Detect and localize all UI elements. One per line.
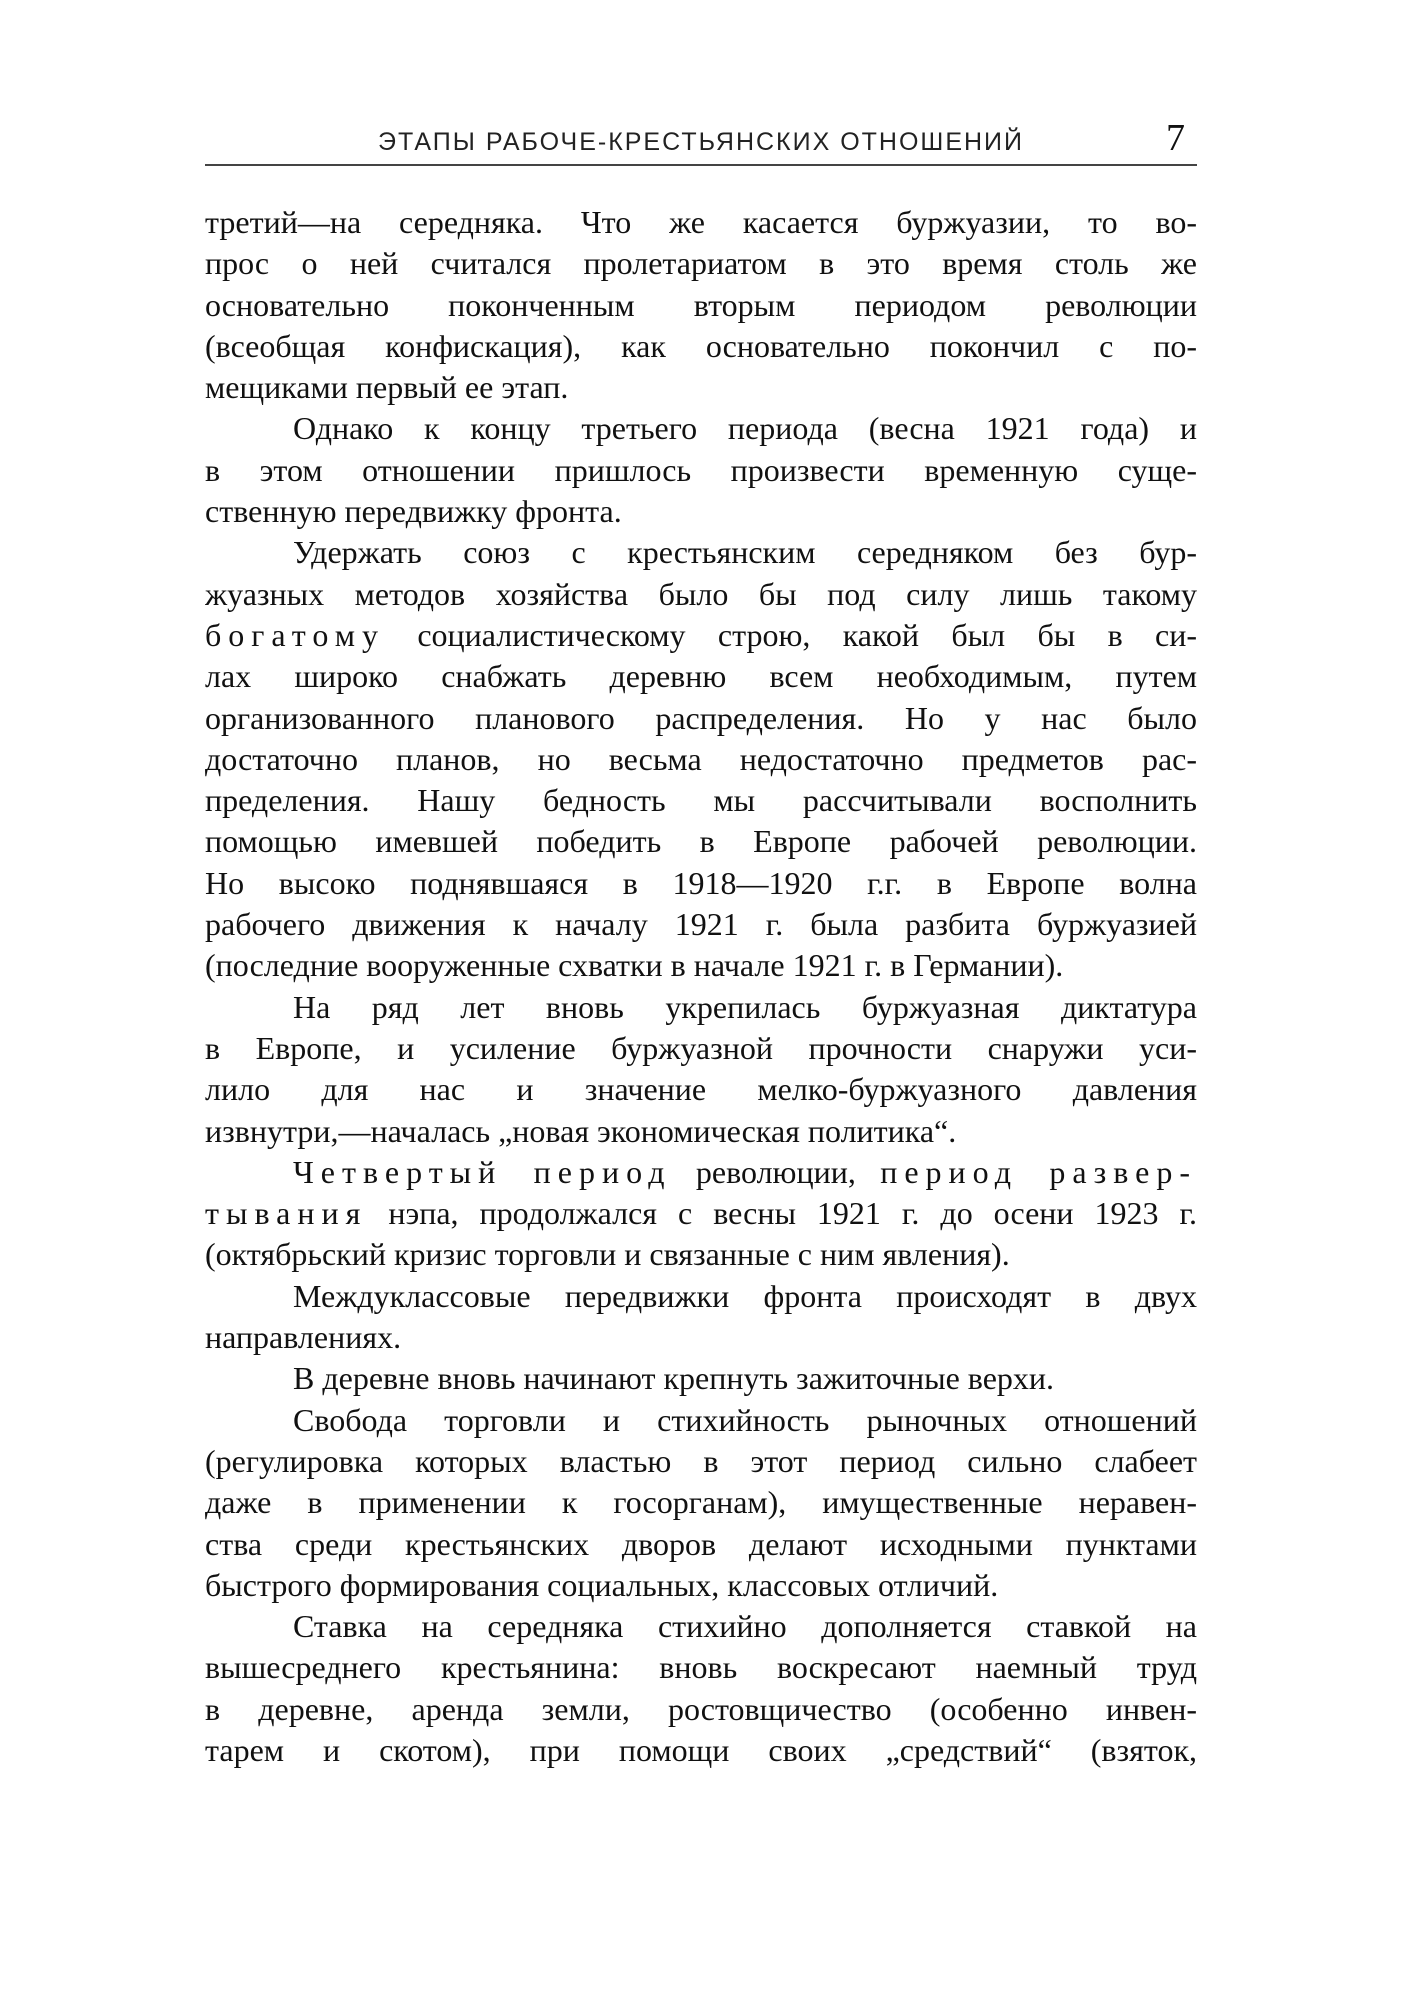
spaced-phrase: период развер- (880, 1153, 1197, 1190)
text-line: третий—на середняка. Что же касается буржуазии, то во- (205, 204, 1197, 240)
text-line: быстрого формирования социальных, классовых отличий. (205, 1566, 999, 1603)
text-line: в Европе, и усиление буржуазной прочности снаружи уси- (205, 1029, 1197, 1066)
text-line: даже в применении к госорганам), имущественные неравен- (205, 1484, 1197, 1521)
text-line: (октябрьский кризис торговли и связанные с ним явления). (205, 1236, 1010, 1273)
text-line: ства среди крестьянских дворов делают исходными пунктами (205, 1525, 1197, 1562)
text-line: вышесреднего крестьянина: вновь воскресают наемный труд (205, 1649, 1197, 1686)
text-line (205, 615, 1197, 656)
text-line: (всеобщая конфискация), как основательно покончил с по- (205, 327, 1197, 364)
spaced-phrase: Четвертый период (293, 1153, 672, 1190)
text-line: В деревне вновь начинают крепнуть зажиточные верхи. (293, 1360, 1055, 1397)
text-line: На ряд лет вновь укрепилась буржуазная диктатура (293, 988, 1197, 1025)
text-line: рабочего движения к началу 1921 г. была разбита буржуазией (205, 906, 1197, 943)
text-line: основательно покончeнным вторым периодом революции (205, 286, 1197, 323)
spaced-word: богатому (205, 616, 385, 653)
text-line: лах широко снабжать деревню всем необходимым, путем (205, 658, 1197, 695)
text-line: извнутри,—началась „новая экономическая политика“. (205, 1112, 957, 1149)
text-fragment: социалистическому строю, какой был бы в си- (417, 616, 1197, 653)
text-line: (регулировка которых властью в этот период сильно слабеет (205, 1442, 1197, 1479)
text-line: жуазных методов хозяйства было бы под силу лишь такому (205, 575, 1197, 612)
text-line: пределения. Нашу бедность мы рассчитывали восполнить (205, 782, 1197, 819)
text-line: направлениях. (205, 1319, 402, 1356)
text-line: Свобода торговли и стихийность рыночных отношений (293, 1401, 1197, 1438)
text-line: Междуклассовые передвижки фронта происходят в двух (293, 1277, 1197, 1314)
page-number: 7 (1166, 117, 1185, 159)
text-line: Ставка на середняка стихийно дополняется ставкой на (293, 1608, 1197, 1645)
text-line: Но высоко поднявшаяся в 1918—1920 г.г. в Европе волна (205, 864, 1197, 901)
text-fragment: нэпа, продолжался с весны 1921 г. до осени 1923 г. (388, 1195, 1197, 1232)
spaced-word: тывания (205, 1195, 368, 1232)
text-line: Однако к концу третьего периода (весна 1921 года) и (293, 410, 1197, 447)
text-line: в этом отношении пришлось произвести временную суще- (205, 451, 1197, 488)
text-line: лило для нас и значение мелко-буржуазного давления (205, 1071, 1197, 1108)
text-line: Удержать союз с крестьянским середняком без бур- (293, 534, 1197, 571)
text-line: прос о ней считался пролетариатом в это время столь же (205, 245, 1197, 282)
text-line: ственную передвижку фронта. (205, 493, 622, 530)
text-line (205, 1152, 1197, 1193)
text-line: организованного планового распределения. Но у нас было (205, 699, 1197, 736)
text-line: тарем и скотом), при помощи своих „средствий“ (взяток, (205, 1731, 1197, 1768)
text-line: мещиками первый ее этап. (205, 369, 569, 406)
text-fragment: революции, (695, 1153, 856, 1190)
running-title: ЭТАПЫ РАБОЧЕ-КРЕСТЬЯНСКИХ ОТНОШЕНИЙ (377, 128, 1024, 156)
body-text (205, 202, 1197, 1771)
text-line: (последние вооруженные схватки в начале 1921 г. в Германии). (205, 947, 1064, 984)
text-line: в деревне, аренда земли, ростовщичество (особенно инвен- (205, 1690, 1197, 1727)
text-line: помощью имевшей победить в Европе рабочей революции. (205, 823, 1197, 860)
page-header (205, 118, 1197, 166)
text-line: достаточно планов, но весьма недостаточно предметов рас- (205, 740, 1197, 777)
text-line (205, 1193, 1197, 1234)
header-rule (205, 164, 1197, 166)
